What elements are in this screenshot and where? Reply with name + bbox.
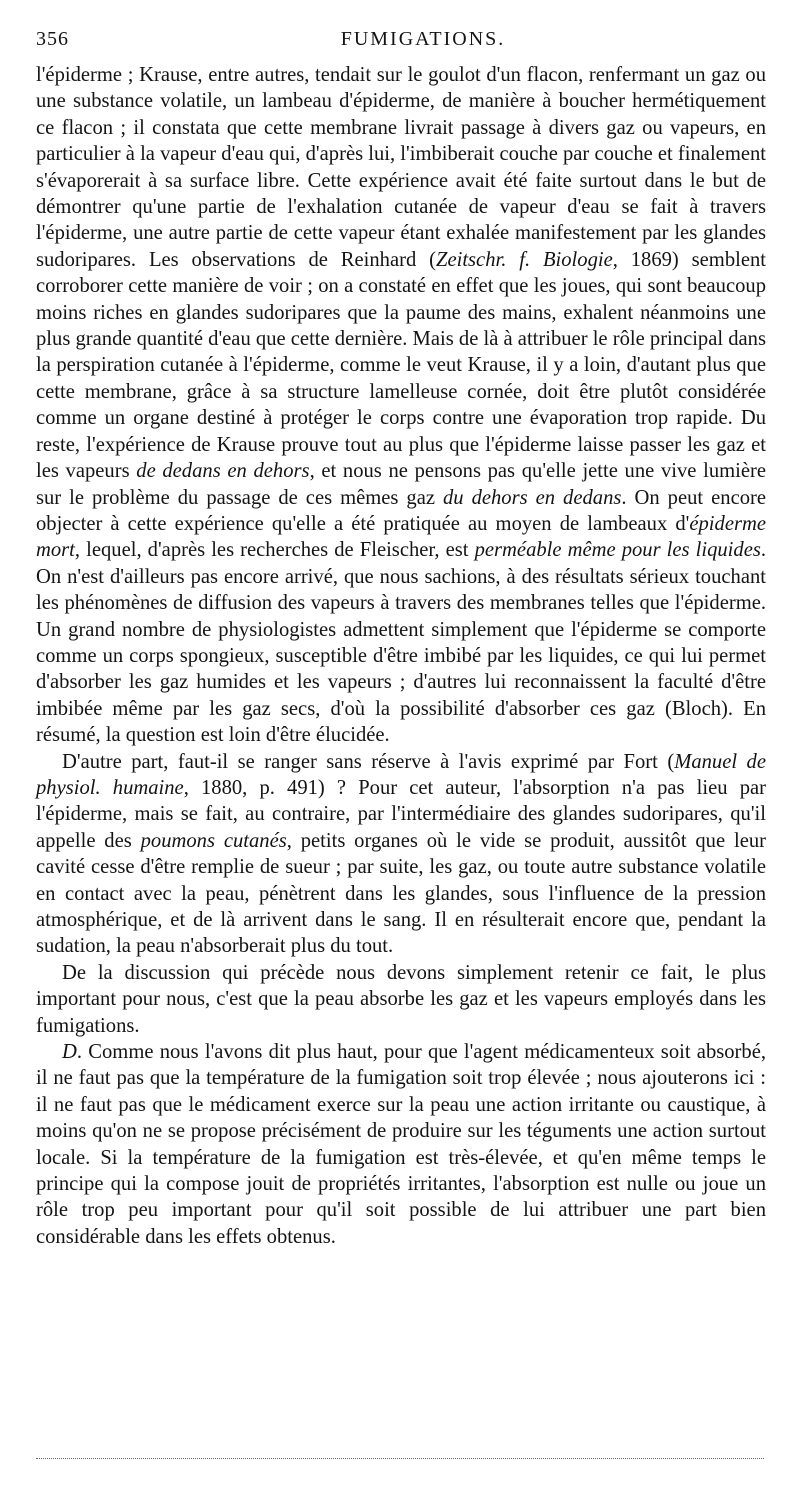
text-run: , petits organes où le vide se produit, aussitôt que leur cavité cesse d'être remplie de sueur ; par suite, les gaz, ou toute autre substance volatile en contact avec la peau, pénètrent dans les glandes, sous l'influence de la pression atmosphérique, et de là arrivent dans le sang. Il en résulterait encore que, pendant la sudation, la peau n'absorberait plus du tout. [36,829,766,958]
text-run: De la discussion qui précède nous devons simplement retenir ce fait, le plus important pour nous, c'est que la peau absorbe les gaz et les vapeurs employés dans les fumigations. [36,961,766,1037]
paragraph [36,749,766,960]
body-text [36,62,766,1250]
text-run: . Comme nous l'avons dit plus haut, pour que l'agent médicamenteux soit absorbé, il ne faut pas que la température de la fumigation soit trop élevée ; nous ajouterons ici : il ne faut pas que le médicament exerce sur la peau une action irritante ou caustique, à moins qu'on ne se propose précisément de produire sur les téguments une action surtout locale. Si la température de la fumigation est très-élevée, et qu'en même temps le principe qui la compose jouit de propriétés irritantes, l'absorption est nulle ou joue un rôle trop peu important pour qu'il soit possible de lui attribuer une part bien considérable dans les effets obtenus. [36,1041,766,1248]
italic-text: D [62,1041,77,1064]
paragraph [36,1039,766,1250]
italic-text: épiderme mort [36,512,766,562]
text-run: D'autre part, faut-il se ranger sans réserve à l'avis exprimé par Fort ( [62,750,675,773]
italic-text: poumons cutanés [140,829,287,852]
footer-dotted-rule [36,1458,764,1459]
paragraph [36,62,766,749]
text-run: , 1869) semblent corroborer cette manière de voir ; on a constaté en effet que les joues, qui sont beaucoup moins riches en glandes sudoripares que la paume des mains, exhalent néanmoins une plus grande quantité d'eau que cette dernière. Mais de là à attribuer le rôle principal dans la perspiration cutanée à l'épiderme, comme le veut Krause, il y a loin, d'autant plus que cette membrane, grâce à sa structure lamelleuse cornée, doit être plutôt considérée comme un organe destiné à protéger le corps contre une évaporation trop rapide. Du reste, l'expérience de Krause prouve tout au plus que l'épiderme laisse passer les gaz et les vapeurs [36,248,766,483]
italic-text: de dedans en dehors [136,460,310,483]
page-header [36,28,770,56]
text-run: . On n'est d'ailleurs pas encore arrivé, que nous sachions, à des résultats sérieux touchant les phénomènes de diffusion des vapeurs à travers des membranes telles que l'épiderme. Un grand nombre de physiologistes admettent simplement que l'épiderme se comporte comme un corps spongieux, susceptible d'être imbibé par les liquides, ce qui lui permet d'absorber les gaz humides et les vapeurs ; d'autres lui reconnaissent la faculté d'être imbibée même par les gaz secs, d'où la possibilité d'absorber ces gaz (Bloch). En résumé, la question est loin d'être élucidée. [36,539,766,747]
italic-text: Manuel de physiol. humaine [36,750,766,799]
text-run: , lequel, d'après les recherches de Fleischer, est [74,539,475,562]
paragraph [36,960,766,1039]
text-run: l'épiderme ; Krause, entre autres, tendait sur le goulot d'un flacon, renfermant un gaz ou une substance volatile, un lambeau d'épiderme, de manière à boucher hermétiquement ce flacon ; il constata que cette membrane livrait passage à divers gaz ou vapeurs, en particulier à la vapeur d'eau qui, d'après lui, l'imbiberait couche par couche et finalement s'évaporerait à sa surface libre. Cette expérience avait été faite surtout dans le but de démontrer qu'une partie de l'exhalation cutanée de vapeur d'eau se fait à travers l'épiderme, une autre partie de cette vapeur étant exhalée manifestement par les glandes sudoripares. Les observations de Reinhard ( [36,64,766,271]
running-title: FUMIGATIONS. [340,28,506,50]
text-run: , et nous ne pensons pas qu'elle jette une vive lumière sur le problème du passage de ces mêmes gaz [36,460,766,509]
page-number: 356 [36,28,69,50]
italic-text: perméable même pour les liquides [474,539,761,562]
italic-text: Zeitschr. f. Biologie [436,248,613,271]
italic-text: du dehors en dedans [442,486,622,509]
text-run: . On peut encore objecter à cette expérience qu'elle a été pratiquée au moyen de lambeaux d' [36,486,767,535]
text-run: , 1880, p. 491) ? Pour cet auteur, l'absorption n'a pas lieu par l'épiderme, mais se fait, au contraire, par l'intermédiaire des glandes sudoripares, qu'il appelle des [36,776,766,852]
